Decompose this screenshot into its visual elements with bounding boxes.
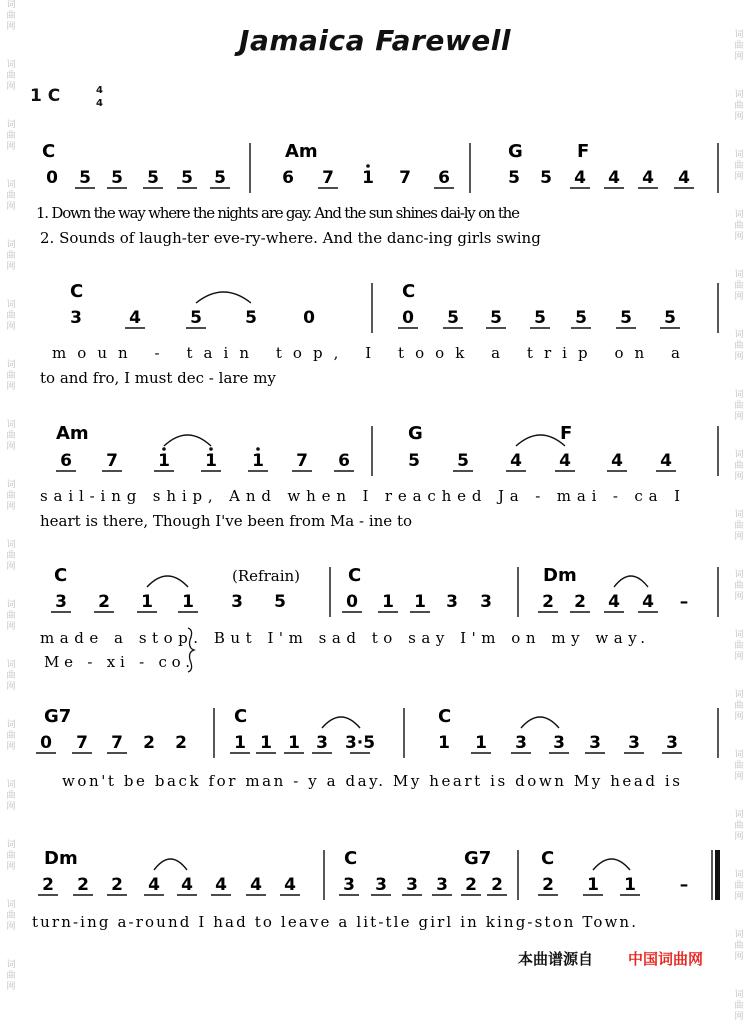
note: 7 (111, 733, 123, 753)
note: 2 (574, 592, 586, 612)
time-signature-top: 4 (96, 85, 103, 96)
note: 1 (414, 592, 426, 612)
lyric-line: won't be back for man - y a day. My heart is down My head is (62, 772, 680, 790)
note: 2 (111, 875, 123, 895)
note: 7 (76, 733, 88, 753)
note: 5 (664, 308, 676, 328)
note: 7 (106, 451, 118, 471)
note: 1 (362, 168, 374, 188)
note: 3 (589, 733, 601, 753)
chord-symbol: C (70, 281, 84, 302)
chord-symbol: Dm (543, 565, 577, 586)
note: 1 (205, 451, 217, 471)
watermark: 词 曲 网 (734, 30, 744, 62)
slur-arc (521, 717, 559, 728)
note: 0 (303, 308, 315, 328)
key-label: 1 C (30, 86, 61, 106)
note: 5 (274, 592, 286, 612)
chord-symbol: G (408, 423, 423, 444)
watermark: 词 曲 网 (6, 300, 16, 332)
note: 7 (322, 168, 334, 188)
note: 3 (343, 875, 355, 895)
lyric-line: to and fro, I must dec - lare my (40, 369, 276, 387)
slur-arc (196, 292, 251, 303)
chord-symbol: F (577, 141, 590, 162)
note: 5 (457, 451, 469, 471)
chord-symbol: G7 (44, 706, 72, 727)
watermark: 词 曲 网 (734, 990, 744, 1022)
slur-arc (147, 576, 188, 587)
chord-symbol: C (344, 848, 358, 869)
watermark: 词 曲 网 (6, 900, 16, 932)
note: 6 (338, 451, 350, 471)
note: 1 (158, 451, 170, 471)
watermark: 词 曲 网 (734, 810, 744, 842)
chord-symbol: C (234, 706, 248, 727)
note: 4 (611, 451, 623, 471)
chord-symbol: G (508, 141, 523, 162)
note: 4 (559, 451, 571, 471)
note: 1 (260, 733, 272, 753)
note: 1 (475, 733, 487, 753)
lyric-line: made a stop. But I'm sad to say I'm on my way. (40, 629, 645, 647)
watermark: 词 曲 网 (734, 630, 744, 662)
note: 7 (399, 168, 411, 188)
note: 2 (542, 875, 554, 895)
octave-dot (256, 447, 260, 451)
watermark: 词 曲 网 (6, 360, 16, 392)
note: 6 (438, 168, 450, 188)
note: – (679, 875, 689, 895)
note: 3 (231, 592, 243, 612)
note: 3 (55, 592, 67, 612)
lyric-line: 2. Sounds of laugh-ter eve-ry-where. And the danc-ing girls swing (40, 229, 541, 247)
octave-dot (162, 447, 166, 451)
lyric-line: Me - xi - co. (44, 653, 190, 671)
chord-symbol: G7 (464, 848, 492, 869)
note: 0 (402, 308, 414, 328)
note: 7 (296, 451, 308, 471)
note: 4 (510, 451, 522, 471)
note: 5 (534, 308, 546, 328)
slur-arc (614, 576, 648, 587)
slur-arc (154, 859, 187, 870)
final-barline-thick (715, 850, 720, 900)
watermark: 词 曲 网 (734, 690, 744, 722)
lyric-line: heart is there, Though I've been from Ma - ine to (40, 512, 413, 530)
note: 3 (436, 875, 448, 895)
note: 1 (438, 733, 450, 753)
note: 3 (406, 875, 418, 895)
watermark: 词 曲 网 (6, 600, 16, 632)
note: 5 (447, 308, 459, 328)
time-signature-bottom: 4 (96, 98, 103, 109)
note: 3 (375, 875, 387, 895)
watermark: 词 曲 网 (734, 450, 744, 482)
watermark: 词 曲 网 (734, 870, 744, 902)
note: 2 (542, 592, 554, 612)
watermark: 词 曲 网 (734, 750, 744, 782)
chord-symbol: C (541, 848, 555, 869)
slur-arc (164, 435, 211, 446)
note: 3·5 (344, 733, 376, 753)
chord-symbol: C (348, 565, 362, 586)
note: 1 (624, 875, 636, 895)
footer-source-label: 本曲谱源自 (518, 950, 594, 968)
note: 0 (40, 733, 52, 753)
note: 4 (642, 168, 654, 188)
note: 4 (660, 451, 672, 471)
slur-arc (322, 717, 360, 728)
song-title: Jamaica Farewell (239, 24, 511, 57)
chord-symbol: C (438, 706, 452, 727)
chord-symbol: Am (56, 423, 89, 444)
watermark: 词 曲 网 (6, 180, 16, 212)
note: 5 (540, 168, 552, 188)
note: 2 (465, 875, 477, 895)
note: 4 (250, 875, 262, 895)
chord-symbol: F (560, 423, 573, 444)
note: 3 (446, 592, 458, 612)
note: 1 (288, 733, 300, 753)
watermark: 词 曲 网 (6, 540, 16, 572)
note: 3 (480, 592, 492, 612)
chord-symbol: C (402, 281, 416, 302)
lyric-line: moun - tain top, I took a trip on a (52, 344, 681, 362)
watermark: 词 曲 网 (734, 150, 744, 182)
chord-symbol: Am (285, 141, 318, 162)
note: 3 (316, 733, 328, 753)
watermark: 词 曲 网 (6, 120, 16, 152)
watermark: 词 曲 网 (734, 390, 744, 422)
lyric-line: turn-ing a-round I had to leave a lit-tle girl in king-ston Town. (32, 913, 636, 931)
watermark: 词 曲 网 (6, 60, 16, 92)
note: 4 (181, 875, 193, 895)
note: 4 (284, 875, 296, 895)
chord-symbol: C (42, 141, 56, 162)
note: 3 (70, 308, 82, 328)
watermark: 词 曲 网 (734, 510, 744, 542)
refrain-label: (Refrain) (232, 567, 300, 585)
watermark: 词 曲 网 (734, 210, 744, 242)
note: 3 (515, 733, 527, 753)
note: 5 (575, 308, 587, 328)
watermark: 词 曲 网 (6, 720, 16, 752)
lyric-line: 1. Down the way where the nights are gay. And the sun shines dai-ly on the (36, 204, 521, 222)
note: 4 (608, 168, 620, 188)
footer-site-name: 中国词曲网 (628, 950, 704, 968)
note: 5 (147, 168, 159, 188)
watermark: 词 曲 网 (734, 330, 744, 362)
note: 1 (141, 592, 153, 612)
note: 2 (143, 733, 155, 753)
watermark: 词 曲 网 (6, 0, 16, 32)
note: 2 (175, 733, 187, 753)
octave-dot (366, 164, 370, 168)
note: – (679, 592, 689, 612)
watermark: 词 曲 网 (6, 960, 16, 992)
note: 5 (245, 308, 257, 328)
note: 5 (214, 168, 226, 188)
note: 5 (181, 168, 193, 188)
note: 1 (182, 592, 194, 612)
slur-arc (593, 859, 630, 870)
slur-arc (516, 435, 565, 446)
watermark: 词 曲 网 (734, 570, 744, 602)
watermark: 词 曲 网 (734, 90, 744, 122)
note: 6 (60, 451, 72, 471)
watermark: 词 曲 网 (6, 480, 16, 512)
note: 5 (79, 168, 91, 188)
watermark: 词 曲 网 (6, 840, 16, 872)
note: 4 (642, 592, 654, 612)
note: 3 (666, 733, 678, 753)
watermark: 词 曲 网 (6, 240, 16, 272)
note: 4 (678, 168, 690, 188)
note: 4 (215, 875, 227, 895)
watermark: 词 曲 网 (6, 780, 16, 812)
watermark: 词 曲 网 (6, 660, 16, 692)
note: 0 (346, 592, 358, 612)
note: 4 (574, 168, 586, 188)
note: 5 (508, 168, 520, 188)
note: 5 (408, 451, 420, 471)
note: 1 (587, 875, 599, 895)
note: 5 (620, 308, 632, 328)
note: 4 (608, 592, 620, 612)
octave-dot (209, 447, 213, 451)
watermark: 词 曲 网 (6, 420, 16, 452)
chord-symbol: Dm (44, 848, 78, 869)
chord-symbol: C (54, 565, 68, 586)
note: 2 (98, 592, 110, 612)
note: 0 (46, 168, 58, 188)
note: 3 (628, 733, 640, 753)
note: 2 (491, 875, 503, 895)
note: 3 (553, 733, 565, 753)
note: 4 (129, 308, 141, 328)
watermark: 词 曲 网 (734, 930, 744, 962)
note: 1 (252, 451, 264, 471)
note: 5 (190, 308, 202, 328)
watermark: 词 曲 网 (734, 270, 744, 302)
note: 2 (42, 875, 54, 895)
note: 4 (148, 875, 160, 895)
lyric-line: sail-ing ship, And when I reached Ja - mai - ca I (40, 487, 680, 505)
note: 5 (111, 168, 123, 188)
note: 1 (382, 592, 394, 612)
note: 5 (490, 308, 502, 328)
note: 6 (282, 168, 294, 188)
note: 1 (234, 733, 246, 753)
note: 2 (77, 875, 89, 895)
